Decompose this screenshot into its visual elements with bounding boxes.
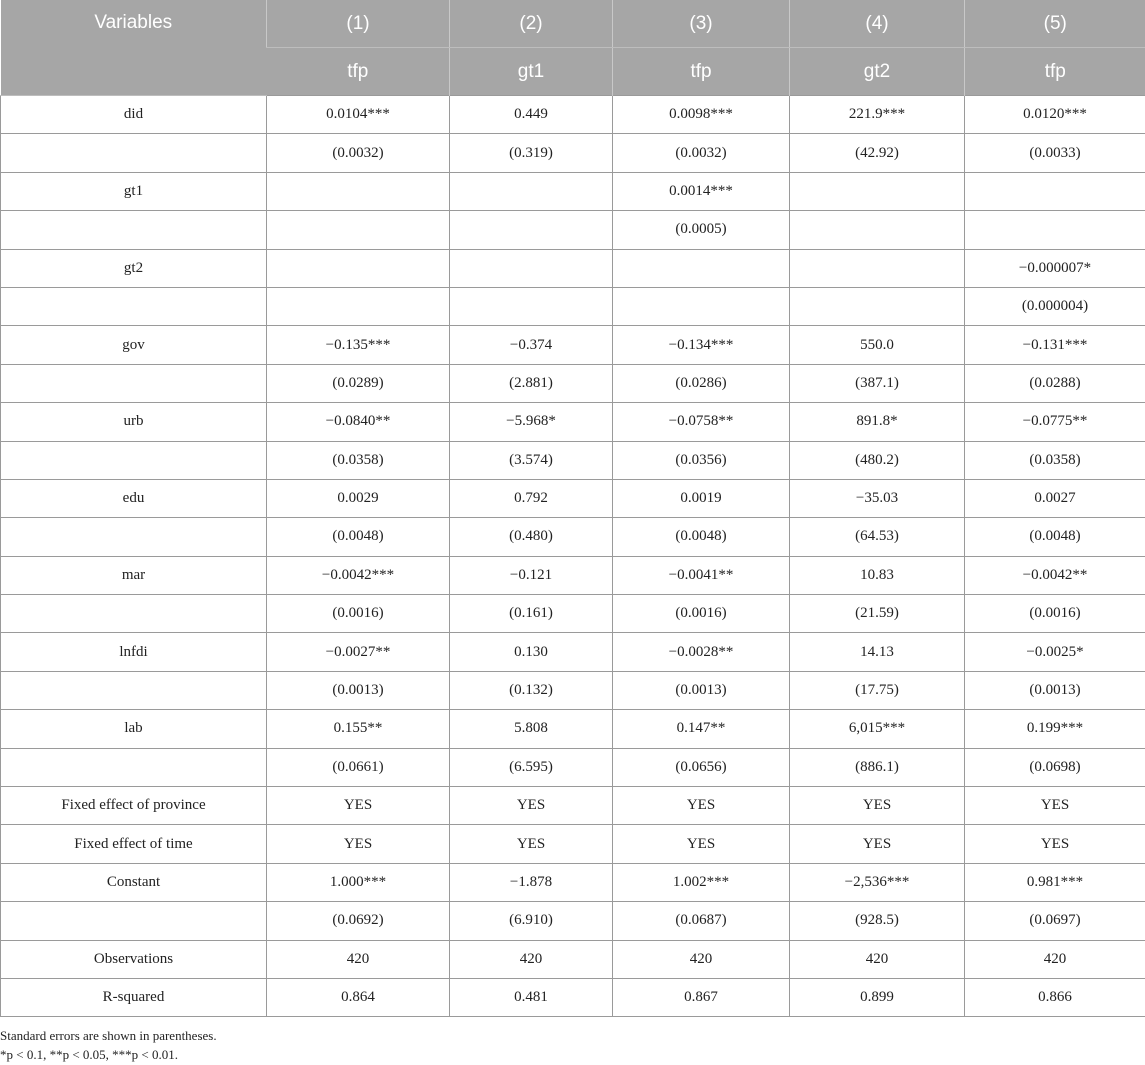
column-number-5: (5)	[965, 0, 1145, 48]
table-cell: (0.000004)	[965, 287, 1145, 325]
table-cell: YES	[613, 825, 790, 863]
table-cell: (17.75)	[790, 671, 965, 709]
table-row	[1, 633, 1145, 671]
column-number-2: (2)	[450, 0, 613, 48]
table-cell: (0.0356)	[613, 441, 790, 479]
table-cell: (0.319)	[450, 134, 613, 172]
table-row	[1, 403, 1145, 441]
table-cell: 0.199***	[965, 710, 1145, 748]
table-cell: (0.0358)	[267, 441, 450, 479]
table-cell: 0.155**	[267, 710, 450, 748]
table-cell: 0.981***	[965, 863, 1145, 901]
table-cell: 1.000***	[267, 863, 450, 901]
row-label	[1, 518, 267, 556]
table-body	[1, 96, 1145, 1017]
table-cell: 1.002***	[613, 863, 790, 901]
row-label	[1, 671, 267, 709]
table-cell: 221.9***	[790, 96, 965, 134]
table-header	[1, 0, 1145, 96]
table-cell: 0.866	[965, 978, 1145, 1016]
table-row	[1, 326, 1145, 364]
row-label	[1, 441, 267, 479]
row-label: Fixed effect of time	[1, 825, 267, 863]
table-cell: (928.5)	[790, 902, 965, 940]
significance-note: *p < 0.1, **p < 0.05, ***p < 0.01.	[0, 1047, 178, 1062]
table-cell: (0.0288)	[965, 364, 1145, 402]
table-row	[1, 287, 1145, 325]
table-cell: 0.0098***	[613, 96, 790, 134]
table-notes	[0, 1026, 1140, 1064]
table-cell: (0.0016)	[613, 595, 790, 633]
standard-errors-note: Standard errors are shown in parentheses.	[0, 1028, 217, 1043]
table-row	[1, 902, 1145, 940]
table-row	[1, 96, 1145, 134]
table-cell	[450, 249, 613, 287]
table-cell: (42.92)	[790, 134, 965, 172]
table-cell	[790, 287, 965, 325]
table-cell: (0.0013)	[613, 671, 790, 709]
table-cell: 0.0120***	[965, 96, 1145, 134]
table-cell: (0.480)	[450, 518, 613, 556]
table-cell: YES	[790, 787, 965, 825]
table-cell: (0.0016)	[965, 595, 1145, 633]
table-cell: (0.0289)	[267, 364, 450, 402]
table-cell: 0.899	[790, 978, 965, 1016]
table-row	[1, 249, 1145, 287]
table-cell: −0.0840**	[267, 403, 450, 441]
table-row	[1, 748, 1145, 786]
table-row	[1, 172, 1145, 210]
table-cell: 5.808	[450, 710, 613, 748]
row-label: lnfdi	[1, 633, 267, 671]
table-cell: 0.792	[450, 479, 613, 517]
table-cell	[790, 249, 965, 287]
table-cell: 550.0	[790, 326, 965, 364]
table-cell: YES	[965, 825, 1145, 863]
table-cell: YES	[267, 787, 450, 825]
table-cell	[790, 172, 965, 210]
table-cell: −0.0025*	[965, 633, 1145, 671]
table-row	[1, 441, 1145, 479]
table-cell	[965, 211, 1145, 249]
table-row	[1, 479, 1145, 517]
table-cell: (0.0032)	[267, 134, 450, 172]
table-cell: 0.0104***	[267, 96, 450, 134]
table-cell	[267, 287, 450, 325]
row-label	[1, 748, 267, 786]
row-label: gov	[1, 326, 267, 364]
table-cell: 0.449	[450, 96, 613, 134]
row-label	[1, 287, 267, 325]
table-row	[1, 595, 1145, 633]
table-cell	[965, 172, 1145, 210]
table-cell: 0.481	[450, 978, 613, 1016]
table-row	[1, 211, 1145, 249]
dependent-var-5: tfp	[965, 48, 1145, 96]
table-cell: −5.968*	[450, 403, 613, 441]
table-cell: YES	[613, 787, 790, 825]
table-cell: (64.53)	[790, 518, 965, 556]
table-cell: (886.1)	[790, 748, 965, 786]
dependent-var-4: gt2	[790, 48, 965, 96]
row-label: lab	[1, 710, 267, 748]
variables-header: Variables	[1, 0, 267, 96]
table-cell: (0.0358)	[965, 441, 1145, 479]
row-label: R-squared	[1, 978, 267, 1016]
table-cell: (0.0698)	[965, 748, 1145, 786]
table-cell: (0.0692)	[267, 902, 450, 940]
row-label: edu	[1, 479, 267, 517]
table-cell: −0.0027**	[267, 633, 450, 671]
table-cell: (0.0048)	[267, 518, 450, 556]
table-cell: (0.0016)	[267, 595, 450, 633]
table-cell: (2.881)	[450, 364, 613, 402]
table-cell: 420	[450, 940, 613, 978]
row-label	[1, 902, 267, 940]
table-cell: 6,015***	[790, 710, 965, 748]
table-cell: (0.0286)	[613, 364, 790, 402]
dependent-var-3: tfp	[613, 48, 790, 96]
table-row	[1, 978, 1145, 1016]
row-label: gt1	[1, 172, 267, 210]
table-cell: −0.0042***	[267, 556, 450, 594]
table-cell	[450, 211, 613, 249]
header-row-column-numbers	[1, 0, 1145, 48]
dependent-var-1: tfp	[267, 48, 450, 96]
table-cell: 0.864	[267, 978, 450, 1016]
table-cell: 10.83	[790, 556, 965, 594]
table-cell: (0.0005)	[613, 211, 790, 249]
table-row	[1, 671, 1145, 709]
column-number-3: (3)	[613, 0, 790, 48]
table-cell: (0.0033)	[965, 134, 1145, 172]
table-cell: −0.0028**	[613, 633, 790, 671]
table-cell: 0.147**	[613, 710, 790, 748]
table-cell	[790, 211, 965, 249]
row-label: mar	[1, 556, 267, 594]
table-cell: −35.03	[790, 479, 965, 517]
table-cell: YES	[790, 825, 965, 863]
row-label: urb	[1, 403, 267, 441]
table-cell: (0.0032)	[613, 134, 790, 172]
column-number-4: (4)	[790, 0, 965, 48]
table-row	[1, 940, 1145, 978]
table-cell: (0.0013)	[267, 671, 450, 709]
table-cell: (0.132)	[450, 671, 613, 709]
row-label: Constant	[1, 863, 267, 901]
row-label: gt2	[1, 249, 267, 287]
table-row	[1, 863, 1145, 901]
dependent-var-2: gt1	[450, 48, 613, 96]
table-cell	[267, 172, 450, 210]
table-row	[1, 364, 1145, 402]
table-cell	[450, 287, 613, 325]
table-cell: (0.0697)	[965, 902, 1145, 940]
table-cell: (0.0013)	[965, 671, 1145, 709]
table-cell: 420	[790, 940, 965, 978]
table-cell	[267, 249, 450, 287]
table-cell: (21.59)	[790, 595, 965, 633]
table-cell: −0.000007*	[965, 249, 1145, 287]
table-row	[1, 134, 1145, 172]
table-cell: (480.2)	[790, 441, 965, 479]
table-cell	[613, 287, 790, 325]
table-cell: 0.0014***	[613, 172, 790, 210]
row-label: Observations	[1, 940, 267, 978]
table-cell: 0.0029	[267, 479, 450, 517]
table-cell: 420	[613, 940, 790, 978]
table-cell: YES	[965, 787, 1145, 825]
row-label	[1, 134, 267, 172]
table-cell: (0.0048)	[613, 518, 790, 556]
row-label: Fixed effect of province	[1, 787, 267, 825]
table-cell: (387.1)	[790, 364, 965, 402]
table-row	[1, 787, 1145, 825]
table-cell: (3.574)	[450, 441, 613, 479]
table-row	[1, 710, 1145, 748]
table-cell: 420	[267, 940, 450, 978]
table-cell	[267, 211, 450, 249]
column-number-1: (1)	[267, 0, 450, 48]
table-cell: −0.0758**	[613, 403, 790, 441]
table-cell: (0.0656)	[613, 748, 790, 786]
row-label: did	[1, 96, 267, 134]
table-cell: YES	[267, 825, 450, 863]
table-cell: (0.0687)	[613, 902, 790, 940]
row-label	[1, 595, 267, 633]
table-cell: −0.0775**	[965, 403, 1145, 441]
table-cell: (0.0661)	[267, 748, 450, 786]
table-cell: −0.0042**	[965, 556, 1145, 594]
table-cell: −0.0041**	[613, 556, 790, 594]
table-cell: −0.374	[450, 326, 613, 364]
table-cell: (0.0048)	[965, 518, 1145, 556]
table-cell: (6.910)	[450, 902, 613, 940]
table-cell: YES	[450, 825, 613, 863]
table-cell: −2,536***	[790, 863, 965, 901]
table-cell: −0.121	[450, 556, 613, 594]
table-cell	[613, 249, 790, 287]
table-cell: 14.13	[790, 633, 965, 671]
table-cell: −0.131***	[965, 326, 1145, 364]
table-cell: −0.134***	[613, 326, 790, 364]
row-label	[1, 211, 267, 249]
table-cell: 0.130	[450, 633, 613, 671]
table-cell: 0.0019	[613, 479, 790, 517]
table-cell: −0.135***	[267, 326, 450, 364]
table-cell: 0.867	[613, 978, 790, 1016]
table-row	[1, 556, 1145, 594]
table-cell: 420	[965, 940, 1145, 978]
table-cell: (6.595)	[450, 748, 613, 786]
table-cell: −1.878	[450, 863, 613, 901]
table-cell: (0.161)	[450, 595, 613, 633]
table-row	[1, 825, 1145, 863]
table-row	[1, 518, 1145, 556]
table-cell: 0.0027	[965, 479, 1145, 517]
table-cell: 891.8*	[790, 403, 965, 441]
row-label	[1, 364, 267, 402]
table-cell	[450, 172, 613, 210]
table-cell: YES	[450, 787, 613, 825]
